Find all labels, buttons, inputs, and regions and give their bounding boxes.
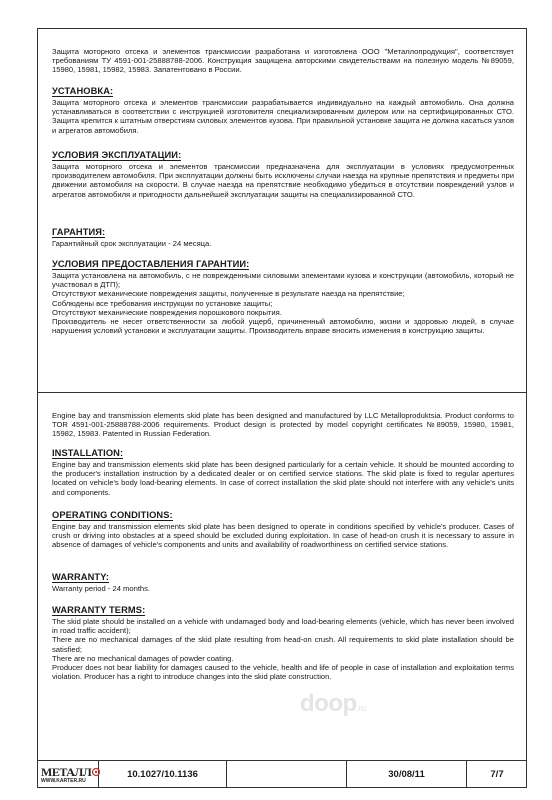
en-operation-heading: OPERATING CONDITIONS: xyxy=(52,510,173,520)
ru-warranty-heading: ГАРАНТИЯ: xyxy=(52,227,106,237)
part-number: 10.1027/10.1136 xyxy=(99,761,227,788)
en-warranty xyxy=(52,572,514,593)
ru-operation xyxy=(52,150,514,199)
en-terms-heading: WARRANTY TERMS: xyxy=(52,605,146,615)
ru-terms-line: Соблюдены все требования инструкции по установке защиты; xyxy=(52,298,273,308)
en-section xyxy=(52,411,514,439)
ru-installation-heading: УСТАНОВКА: xyxy=(52,86,114,96)
en-terms-line: There are no mechanical damages of powder coating. xyxy=(52,653,234,663)
en-terms-line: The skid plate should be installed on a vehicle with undamaged body and load-bearing elements (vehicle, which has never been involved in road traffic accident); xyxy=(52,617,514,636)
logo-wordmark: МЕТАЛЛ xyxy=(41,766,101,778)
language-divider xyxy=(37,392,527,393)
ru-operation-text: Защита моторного отсека и элементов трансмиссии предназначена для эксплуатации в условиях предусмотренных производителем автомобиля. При эксплуатации должны быть исключены случаи наезда на крупные препятствия и предметы при движении автомобиля на скорости. В случае наезда на препятствие необходимо убедиться в отсутствии повреждений узлов и агрегатов автомобиля и пригодности дальнейшей эксплуатации защиты на специализированной СТО. xyxy=(52,162,514,199)
ru-section xyxy=(52,47,514,75)
document-date: 30/08/11 xyxy=(347,761,467,788)
ru-terms-line: Отсутствуют механические повреждения защиты, полученные в результате наезда на препятствие; xyxy=(52,289,405,299)
en-installation-text: Engine bay and transmission elements skid plate has been designed particularly for a certain vehicle. It should be mounted according to the producer's installation instruction by a dedicated dealer or on certified service stations. The skid plate is fixed to regular apertures located on vehicle's body load-bearing elements. In case of correct installation the skid plate should not interfere with any vehicle's units and components. xyxy=(52,460,514,497)
en-intro: Engine bay and transmission elements skid plate has been designed and manufactured by LLC Metalloproduktsia. Product conforms to TOR 4591-001-25888788-2006 requirements. Product design is protected by model copyright certificates №89059, 15980, 15981, 15982, 15983. Patented in Russian Federation. xyxy=(52,411,514,439)
ru-installation xyxy=(52,86,514,135)
en-operation xyxy=(52,510,514,550)
ru-terms-heading: УСЛОВИЯ ПРЕДОСТАВЛЕНИЯ ГАРАНТИИ: xyxy=(52,259,250,269)
ru-operation-heading: УСЛОВИЯ ЭКСПЛУАТАЦИИ: xyxy=(52,150,182,160)
en-warranty-text: Warranty period - 24 months. xyxy=(52,584,151,593)
ru-terms-line: Защита установлена на автомобиль, с не поврежденными силовыми элементами кузова и конструкции (автомобиль, который не участвовал в ДТП); xyxy=(52,271,514,290)
ru-terms-line: Отсутствуют механические повреждения порошкового покрытия. xyxy=(52,307,282,317)
en-installation xyxy=(52,448,514,497)
page-number: 7/7 xyxy=(490,769,504,780)
en-terms-line: Producer does not bear liability for damages caused to the vehicle, health and life of people in case of installation and exploitation terms violation. Producer has a right to introduce changes into the skid plate construction. xyxy=(52,663,514,682)
watermark: doop.ru xyxy=(300,690,366,717)
en-warranty-heading: WARRANTY: xyxy=(52,572,110,582)
ru-warranty-text: Гарантийный срок эксплуатации - 24 месяца. xyxy=(52,239,212,248)
ru-terms xyxy=(52,259,514,335)
logo-url: WWW.KARTER.RU xyxy=(41,777,86,784)
ru-warranty xyxy=(52,227,514,248)
en-installation-heading: INSTALLATION: xyxy=(52,448,124,458)
footer-blank-cell xyxy=(227,761,347,788)
ru-installation-text: Защита моторного отсека и элементов трансмиссии разрабатывается индивидуально на каждый автомобиль. Она должна устанавливаться в соответствии с инструкцией изготовителя специализированным дилером или на сертифицированных СТО. Защита крепится к штатным отверстиям силовых элементов кузова. При правильной установке защита не должна касаться узлов и агрегатов автомобиля. xyxy=(52,98,514,135)
en-terms-line: There are no mechanical damages of the skid plate resulting from head-on crush. All requirements to skid plate installation should be satisfied; xyxy=(52,635,514,654)
ru-terms-line: Производитель не несет ответственности за любой ущерб, причиненный автомобилю, жизни и здоровью людей, в случае нарушения условий установки и эксплуатации защиты. Производитель вправе вносить изменения в конструкцию защиты. xyxy=(52,317,514,336)
en-terms xyxy=(52,605,514,681)
ru-intro: Защита моторного отсека и элементов трансмиссии разработана и изготовлена ООО "Металлопродукция", соответствует требованиям ТУ 4591-001-25888788-2006. Конструкция защищена авторскими свидетельствами на полезную модель №89059, 15980, 15981, 15982, 15983. Запатентовано в России. xyxy=(52,47,514,75)
footer xyxy=(37,760,527,788)
en-operation-text: Engine bay and transmission elements skid plate has been designed to operate in conditions specified by vehicle's producer. Cases of crush or driving into obstacles at a speed should be excluded during exploitation. In case of head-on crush it is necessary to assure in absence of damages of vehicle's components and units and availability of roadworthiness on certified service stations. xyxy=(52,522,514,550)
company-logo xyxy=(37,761,99,788)
